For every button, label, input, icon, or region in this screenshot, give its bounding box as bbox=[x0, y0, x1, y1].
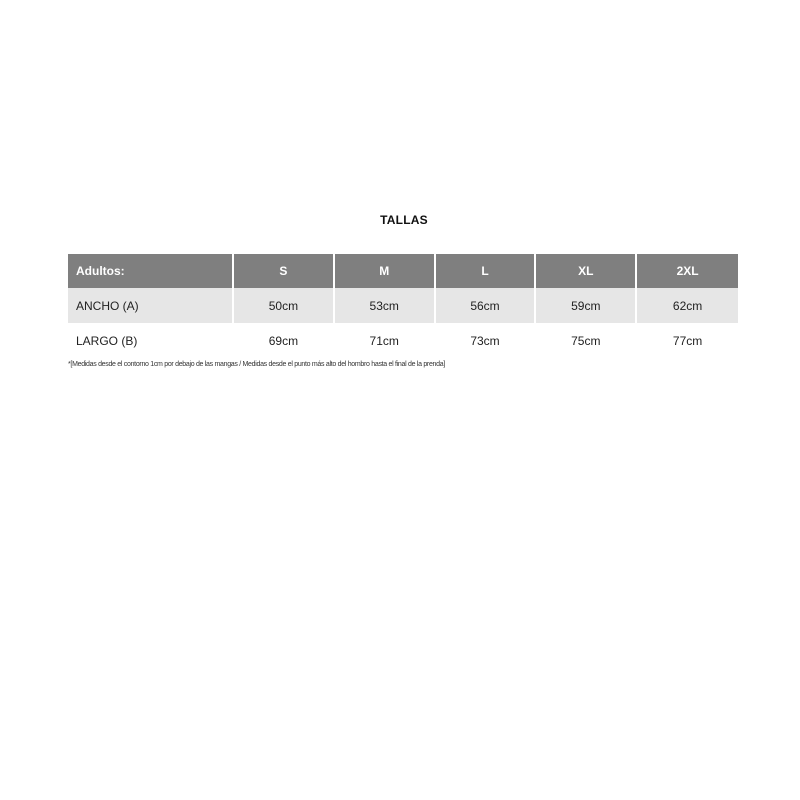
header-size-l: L bbox=[436, 254, 537, 288]
table-row-ancho bbox=[68, 288, 738, 323]
cell-largo-m: 71cm bbox=[335, 323, 436, 358]
cell-ancho-m: 53cm bbox=[335, 288, 436, 323]
cell-largo-s: 69cm bbox=[234, 323, 335, 358]
cell-ancho-s: 50cm bbox=[234, 288, 335, 323]
cell-ancho-l: 56cm bbox=[436, 288, 537, 323]
measurement-footnote: *[Medidas desde el contorno 1cm por debajo de las mangas / Medidas desde el punto más alto del hombro hasta el final de la prenda] bbox=[68, 361, 445, 368]
table-row-largo bbox=[68, 323, 738, 358]
header-size-2xl: 2XL bbox=[637, 254, 738, 288]
header-adultos: Adultos: bbox=[68, 254, 234, 288]
page-title: TALLAS bbox=[380, 213, 428, 227]
header-size-xl: XL bbox=[536, 254, 637, 288]
cell-ancho-xl: 59cm bbox=[536, 288, 637, 323]
size-chart-table bbox=[68, 254, 738, 358]
row-label-ancho: ANCHO (A) bbox=[68, 288, 234, 323]
cell-largo-l: 73cm bbox=[436, 323, 537, 358]
header-size-s: S bbox=[234, 254, 335, 288]
row-label-largo: LARGO (B) bbox=[68, 323, 234, 358]
cell-largo-2xl: 77cm bbox=[637, 323, 738, 358]
cell-largo-xl: 75cm bbox=[536, 323, 637, 358]
cell-ancho-2xl: 62cm bbox=[637, 288, 738, 323]
table-header-row bbox=[68, 254, 738, 288]
header-size-m: M bbox=[335, 254, 436, 288]
